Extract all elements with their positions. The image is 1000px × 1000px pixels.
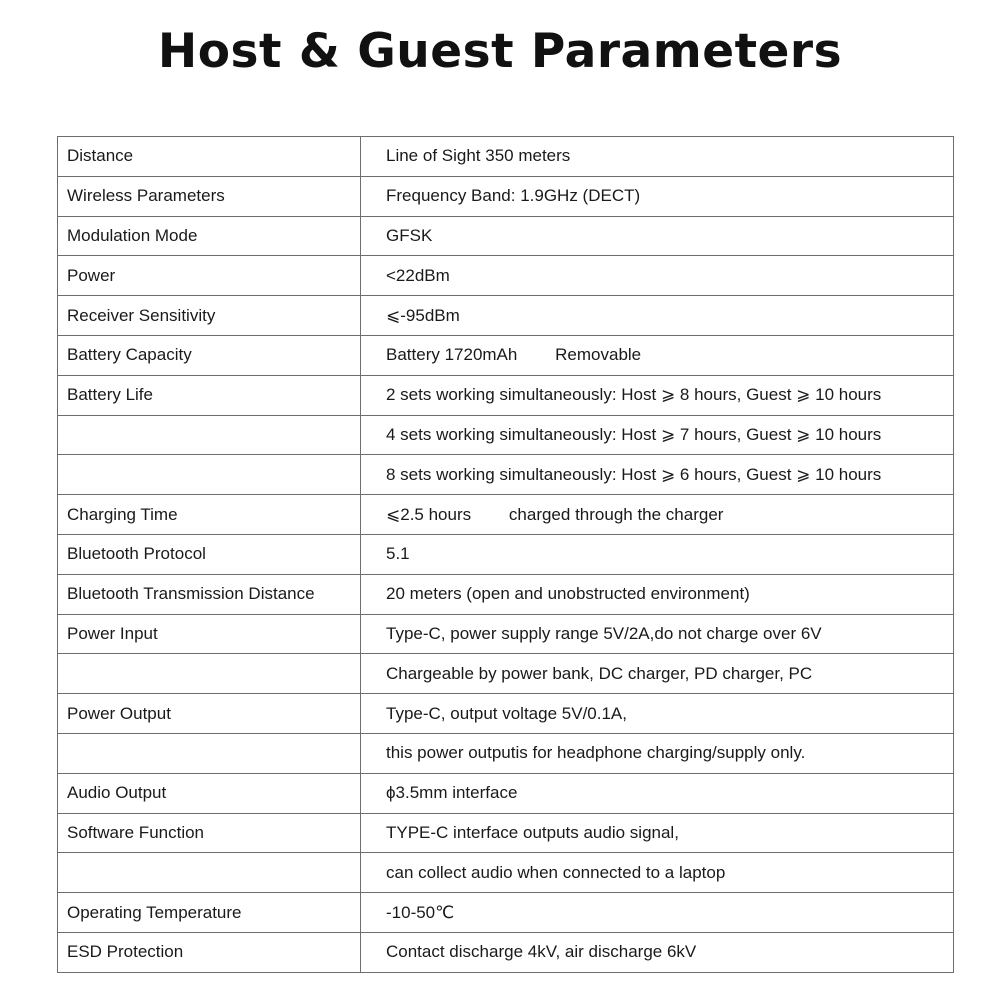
parameter-name-cell: Power Input [58,614,361,654]
parameter-value-cell: Battery 1720mAh Removable [361,335,954,375]
parameter-value-cell: ⩽-95dBm [361,296,954,336]
parameter-name-cell: Wireless Parameters [58,176,361,216]
parameter-name-cell: Distance [58,137,361,177]
table-row [58,375,954,415]
parameter-name-cell: Battery Capacity [58,335,361,375]
table-row [58,216,954,256]
parameter-name-cell [58,415,361,455]
table-row [58,733,954,773]
parameter-name-cell [58,455,361,495]
table-row [58,176,954,216]
parameter-value-cell: Line of Sight 350 meters [361,137,954,177]
table-row [58,654,954,694]
parameter-name-cell: Charging Time [58,495,361,535]
table-row [58,256,954,296]
parameter-name-cell [58,654,361,694]
table-row [58,853,954,893]
parameter-value-cell: 20 meters (open and unobstructed environment) [361,574,954,614]
table-row [58,574,954,614]
parameter-value-cell: 8 sets working simultaneously: Host ⩾ 6 hours, Guest ⩾ 10 hours [361,455,954,495]
parameter-name-cell: Bluetooth Protocol [58,534,361,574]
parameter-name-cell [58,733,361,773]
parameter-value-cell: 4 sets working simultaneously: Host ⩾ 7 hours, Guest ⩾ 10 hours [361,415,954,455]
parameter-value-cell: TYPE-C interface outputs audio signal, [361,813,954,853]
parameter-value-cell: -10-50℃ [361,893,954,933]
parameter-name-cell: Modulation Mode [58,216,361,256]
table-row [58,335,954,375]
table-row [58,694,954,734]
table-row [58,813,954,853]
page-title: Host & Guest Parameters [157,24,843,79]
parameter-value-cell: 2 sets working simultaneously: Host ⩾ 8 hours, Guest ⩾ 10 hours [361,375,954,415]
parameter-value-cell: can collect audio when connected to a laptop [361,853,954,893]
table-row [58,614,954,654]
parameter-value-cell: ϕ3.5mm interface [361,773,954,813]
table-row [58,415,954,455]
parameter-value-cell: ⩽2.5 hours charged through the charger [361,495,954,535]
parameter-value-cell: Frequency Band: 1.9GHz (DECT) [361,176,954,216]
table-row [58,495,954,535]
parameter-name-cell: Receiver Sensitivity [58,296,361,336]
table-row [58,932,954,972]
table-row [58,455,954,495]
parameter-name-cell: Battery Life [58,375,361,415]
parameter-value-cell: <22dBm [361,256,954,296]
specs-table-body [58,137,954,973]
table-row [58,893,954,933]
parameter-value-cell: 5.1 [361,534,954,574]
parameter-name-cell [58,853,361,893]
parameter-value-cell: this power outputis for headphone charging/supply only. [361,733,954,773]
parameter-value-cell: Contact discharge 4kV, air discharge 6kV [361,932,954,972]
table-row [58,296,954,336]
table-row [58,534,954,574]
table-row [58,773,954,813]
parameter-value-cell: Chargeable by power bank, DC charger, PD charger, PC [361,654,954,694]
parameter-value-cell: GFSK [361,216,954,256]
parameter-name-cell: Bluetooth Transmission Distance [58,574,361,614]
parameter-name-cell: Power Output [58,694,361,734]
specs-table [57,136,954,973]
table-row [58,137,954,177]
parameter-name-cell: Software Function [58,813,361,853]
parameter-name-cell: ESD Protection [58,932,361,972]
parameter-value-cell: Type-C, output voltage 5V/0.1A, [361,694,954,734]
parameter-name-cell: Operating Temperature [58,893,361,933]
parameter-name-cell: Power [58,256,361,296]
parameter-value-cell: Type-C, power supply range 5V/2A,do not charge over 6V [361,614,954,654]
parameter-name-cell: Audio Output [58,773,361,813]
